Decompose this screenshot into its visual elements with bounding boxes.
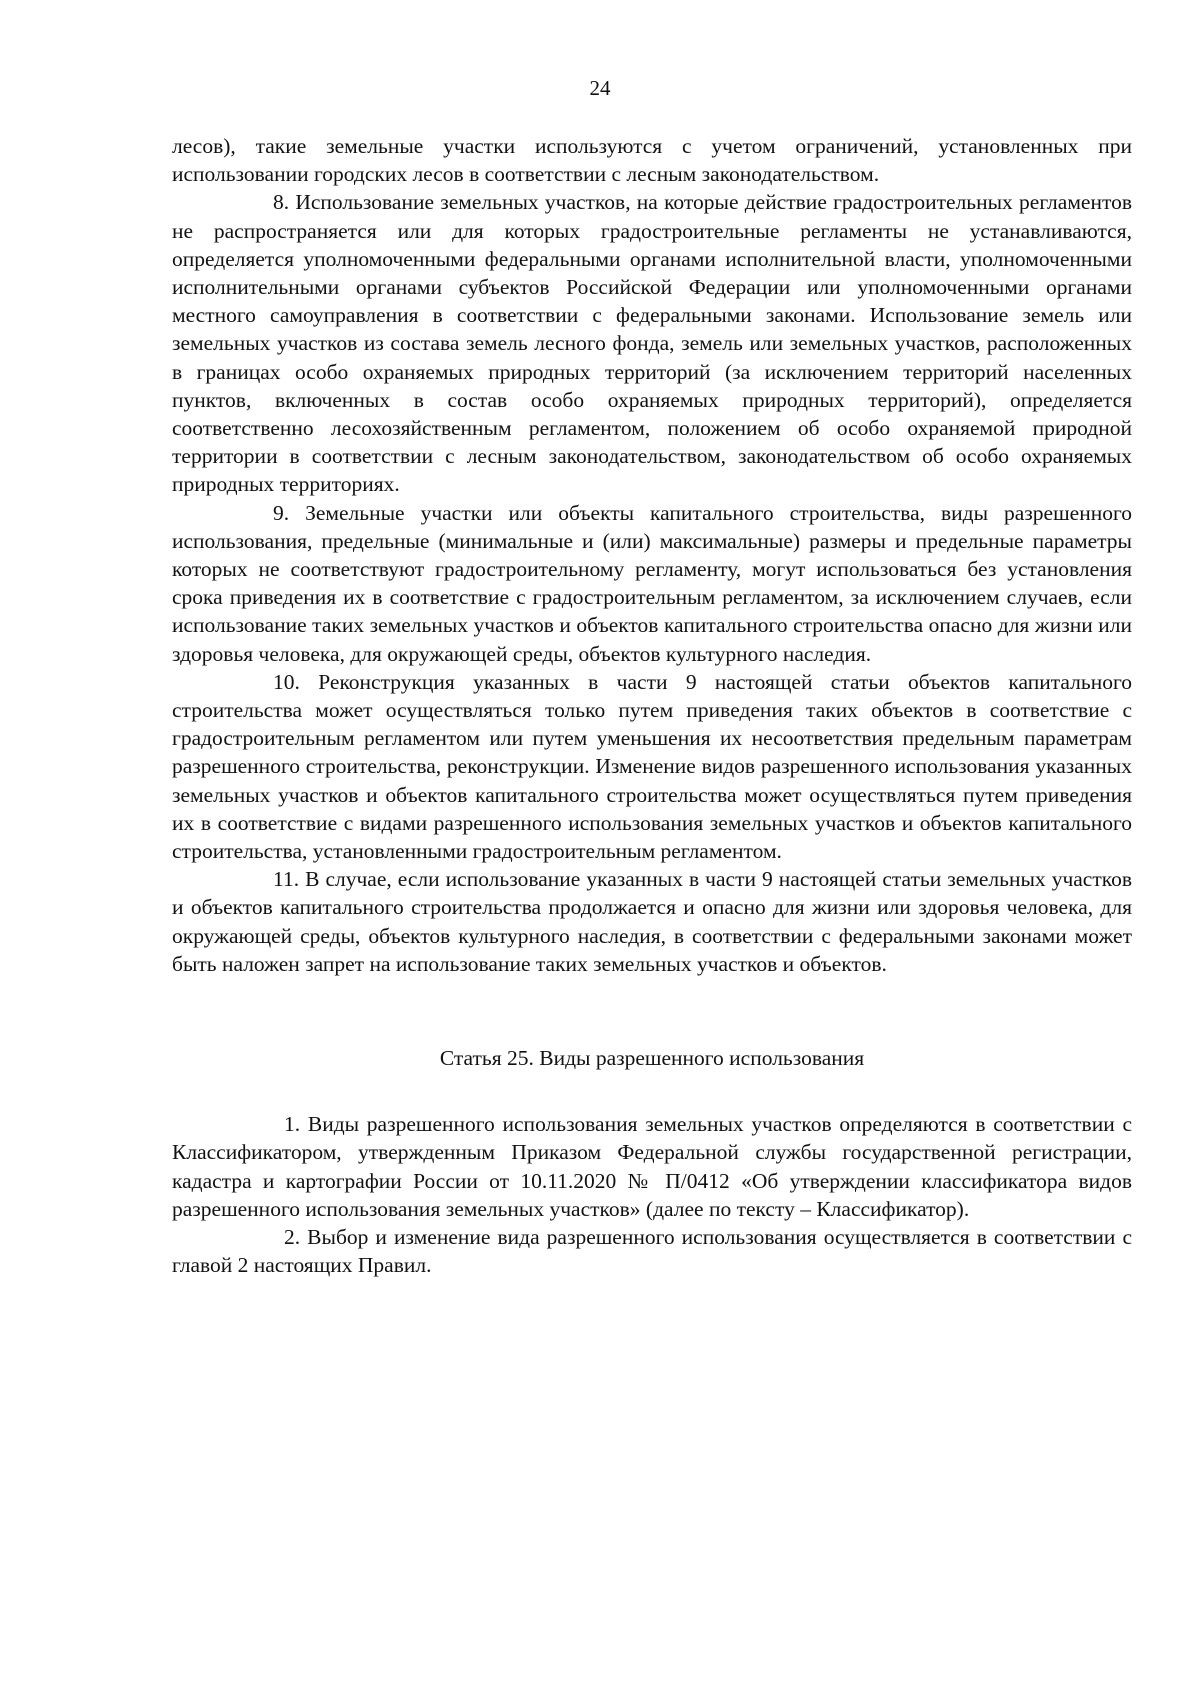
article-title: Статья 25. Виды разрешенного использования [439, 1046, 865, 1071]
paragraph-clause-11: 11. В случае, если использование указанных в части 9 настоящей статьи земельных участков и объектов капитального строительства продолжается и опасно для жизни или здоровья человека, для окружающей среды, объектов культурного наследия, в соответствии с федеральными законами может быть наложен запрет на использование таких земельных участков и объектов. [172, 867, 1132, 976]
page-number: 24 [589, 76, 611, 100]
paragraph-article25-clause-1: 1. Виды разрешенного использования земельных участков определяются в соответствии с Классификатором, утвержденным Приказом Федеральной службы государственной регистрации, кадастра и картографии России от 10.11.2020 № П/0412 «Об утверждении классификатора видов разрешенного использования земельных участков» (далее по тексту – Классификатор). [172, 1112, 1132, 1221]
paragraph-clause-8: 8. Использование земельных участков, на которые действие градостроительных регламентов не распространяется или для которых градостроительные регламенты не устанавливаются, определяется уполномоченными федеральными органами исполнительной власти, уполномоченными исполнительными органами субъектов Российской Федерации или уполномоченными органами местного самоуправления в соответствии с федеральными законами. Использование земель или земельных участков из состава земель лесного фонда, земель или земельных участков, расположенных в границах особо охраняемых природных территорий (за исключением территорий населенных пунктов, включенных в состав особо охраняемых природных территорий), определяется соответственно лесохозяйственным регламентом, положением об особо охраняемой природной территории в соответствии с лесным законодательством, законодательством об особо охраняемых природных территориях. [172, 190, 1132, 497]
paragraph-continuation: лесов), такие земельные участки используются с учетом ограничений, установленных при использовании городских лесов в соответствии с лесным законодательством. [172, 134, 1132, 187]
document-body [172, 132, 1132, 1279]
paragraph-clause-9: 9. Земельные участки или объекты капитального строительства, виды разрешенного использования, предельные (минимальные и (или) максимальные) размеры и предельные параметры которых не соответствуют градостроительному регламенту, могут использоваться без установления срока приведения их в соответствие с градостроительным регламентом, за исключением случаев, если использование таких земельных участков и объектов капитального строительства опасно для жизни или здоровья человека, для окружающей среды, объектов культурного наследия. [172, 500, 1132, 666]
paragraph-clause-10: 10. Реконструкция указанных в части 9 настоящей статьи объектов капитального строительства может осуществляться только путем приведения таких объектов в соответствие с градостроительным регламентом или путем уменьшения их несоответствия предельным параметрам разрешенного строительства, реконструкции. Изменение видов разрешенного использования указанных земельных участков и объектов капитального строительства может осуществляться путем приведения их в соответствие с видами разрешенного использования земельных участков и объектов капитального строительства, установленными градостроительным регламентом. [172, 669, 1132, 864]
paragraph-article25-clause-2: 2. Выбор и изменение вида разрешенного использования осуществляется в соответствии с главой 2 настоящих Правил. [172, 1224, 1132, 1278]
